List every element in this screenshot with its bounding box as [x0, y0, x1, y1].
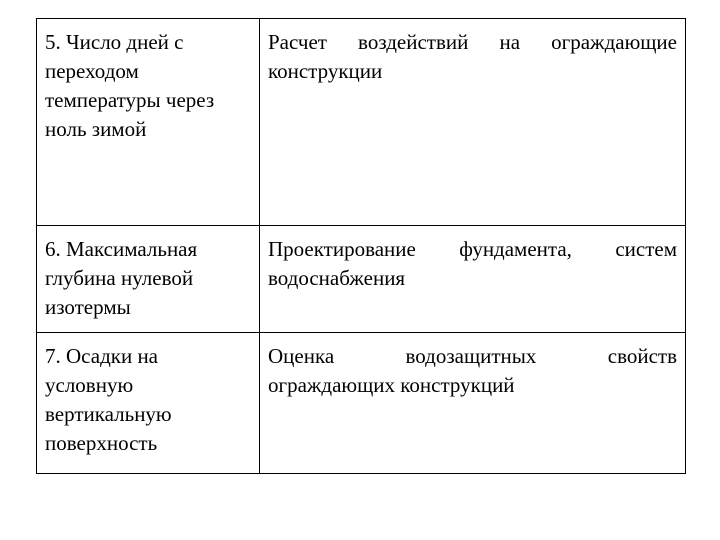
- parameter-cell: [37, 333, 260, 474]
- parameter-line: 7. Осадки на: [45, 344, 158, 368]
- application-line: Расчет воздействий на ограждающие: [267, 30, 677, 54]
- parameter-line: переходом: [45, 59, 139, 83]
- parameter-line: температуры через: [45, 88, 215, 112]
- parameter-line: изотермы: [45, 295, 131, 319]
- parameter-line: глубина нулевой: [45, 266, 194, 290]
- parameter-line: ноль зимой: [45, 117, 147, 141]
- parameter-line: 6. Максимальная: [45, 237, 198, 261]
- application-line: Оценка водозащитных свойств: [267, 344, 677, 368]
- application-cell: [259, 19, 685, 226]
- table-row: [37, 19, 686, 226]
- table-row: [37, 226, 686, 333]
- parameter-line: поверхность: [45, 431, 158, 455]
- document-table: [36, 18, 686, 474]
- parameter-line: условную: [45, 373, 134, 397]
- parameter-line: 5. Число дней с: [45, 30, 184, 54]
- parameter-cell: [37, 226, 260, 333]
- parameter-line: вертикальную: [45, 402, 172, 426]
- application-cell: [259, 333, 685, 474]
- application-line: ограждающих конструкций: [267, 373, 515, 397]
- application-line: водоснабжения: [267, 266, 406, 290]
- application-cell: [259, 226, 685, 333]
- table-row: [37, 333, 686, 474]
- application-line: Проектирование фундамента, систем: [267, 237, 677, 261]
- parameter-cell: [37, 19, 260, 226]
- application-line: конструкции: [267, 59, 383, 83]
